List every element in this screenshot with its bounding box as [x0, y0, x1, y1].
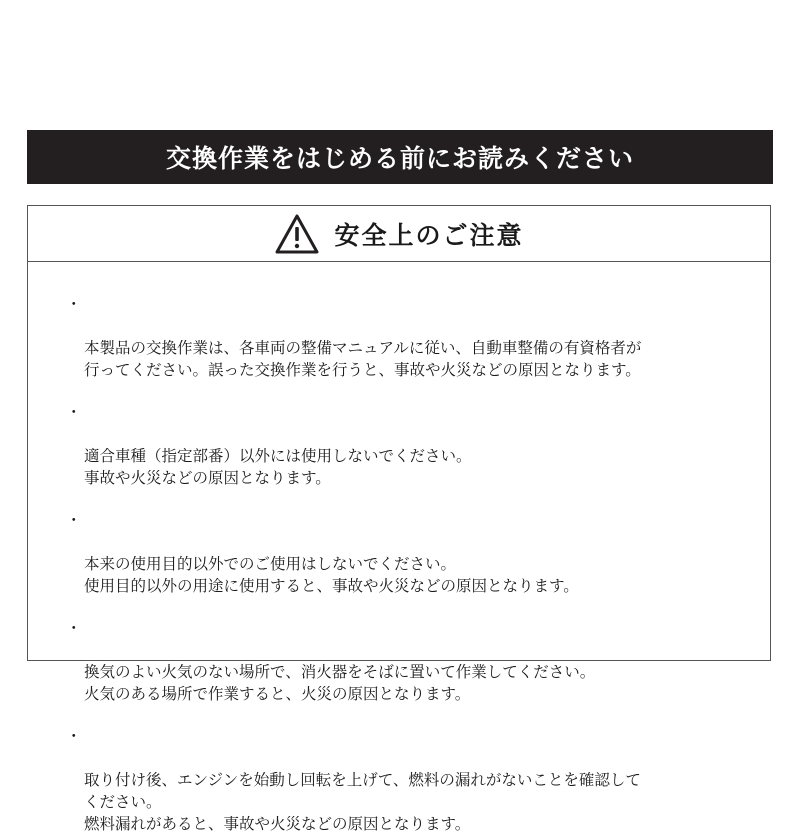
notice-item-text: 本来の使用目的以外でのご使用はしないでください。 使用目的以外の用途に使用すると、事故や火災などの原因となります。 — [84, 555, 579, 595]
top-banner — [27, 130, 773, 184]
bullet: ・ — [66, 619, 82, 637]
bullet: ・ — [66, 727, 82, 745]
banner-title: 交換作業をはじめる前にお読みください — [165, 144, 634, 173]
bullet: ・ — [66, 295, 82, 313]
safety-notice-title: 安全上のご注意 — [334, 220, 524, 250]
bullet: ・ — [66, 403, 82, 421]
notice-item — [66, 401, 770, 489]
notice-item-text: 取り付け後、エンジンを始動し回転を上げて、燃料の漏れがないことを確認して ください。 燃料漏れがあると、事故や火災などの原因となります。 — [84, 771, 641, 833]
notice-item-text: 適合車種（指定部番）以外には使用しないでください。 事故や火災などの原因となります。 — [84, 447, 472, 487]
warning-triangle-icon — [274, 213, 320, 255]
notice-item — [66, 293, 770, 381]
bullet: ・ — [66, 511, 82, 529]
safety-notice-header — [28, 206, 770, 262]
notice-item-text: 換気のよい火気のない場所で、消火器をそばに置いて作業してください。 火気のある場所で作業すると、火災の原因となります。 — [84, 663, 596, 703]
safety-notice-list — [28, 262, 770, 835]
notice-item — [66, 725, 770, 835]
notice-item — [66, 509, 770, 597]
safety-notice-box — [27, 205, 771, 833]
notice-item — [66, 617, 770, 705]
notice-item-text: 本製品の交換作業は、各車両の整備マニュアルに従い、自動車整備の有資格者が 行ってください。誤った交換作業を行うと、事故や火災などの原因となります。 — [84, 339, 642, 379]
